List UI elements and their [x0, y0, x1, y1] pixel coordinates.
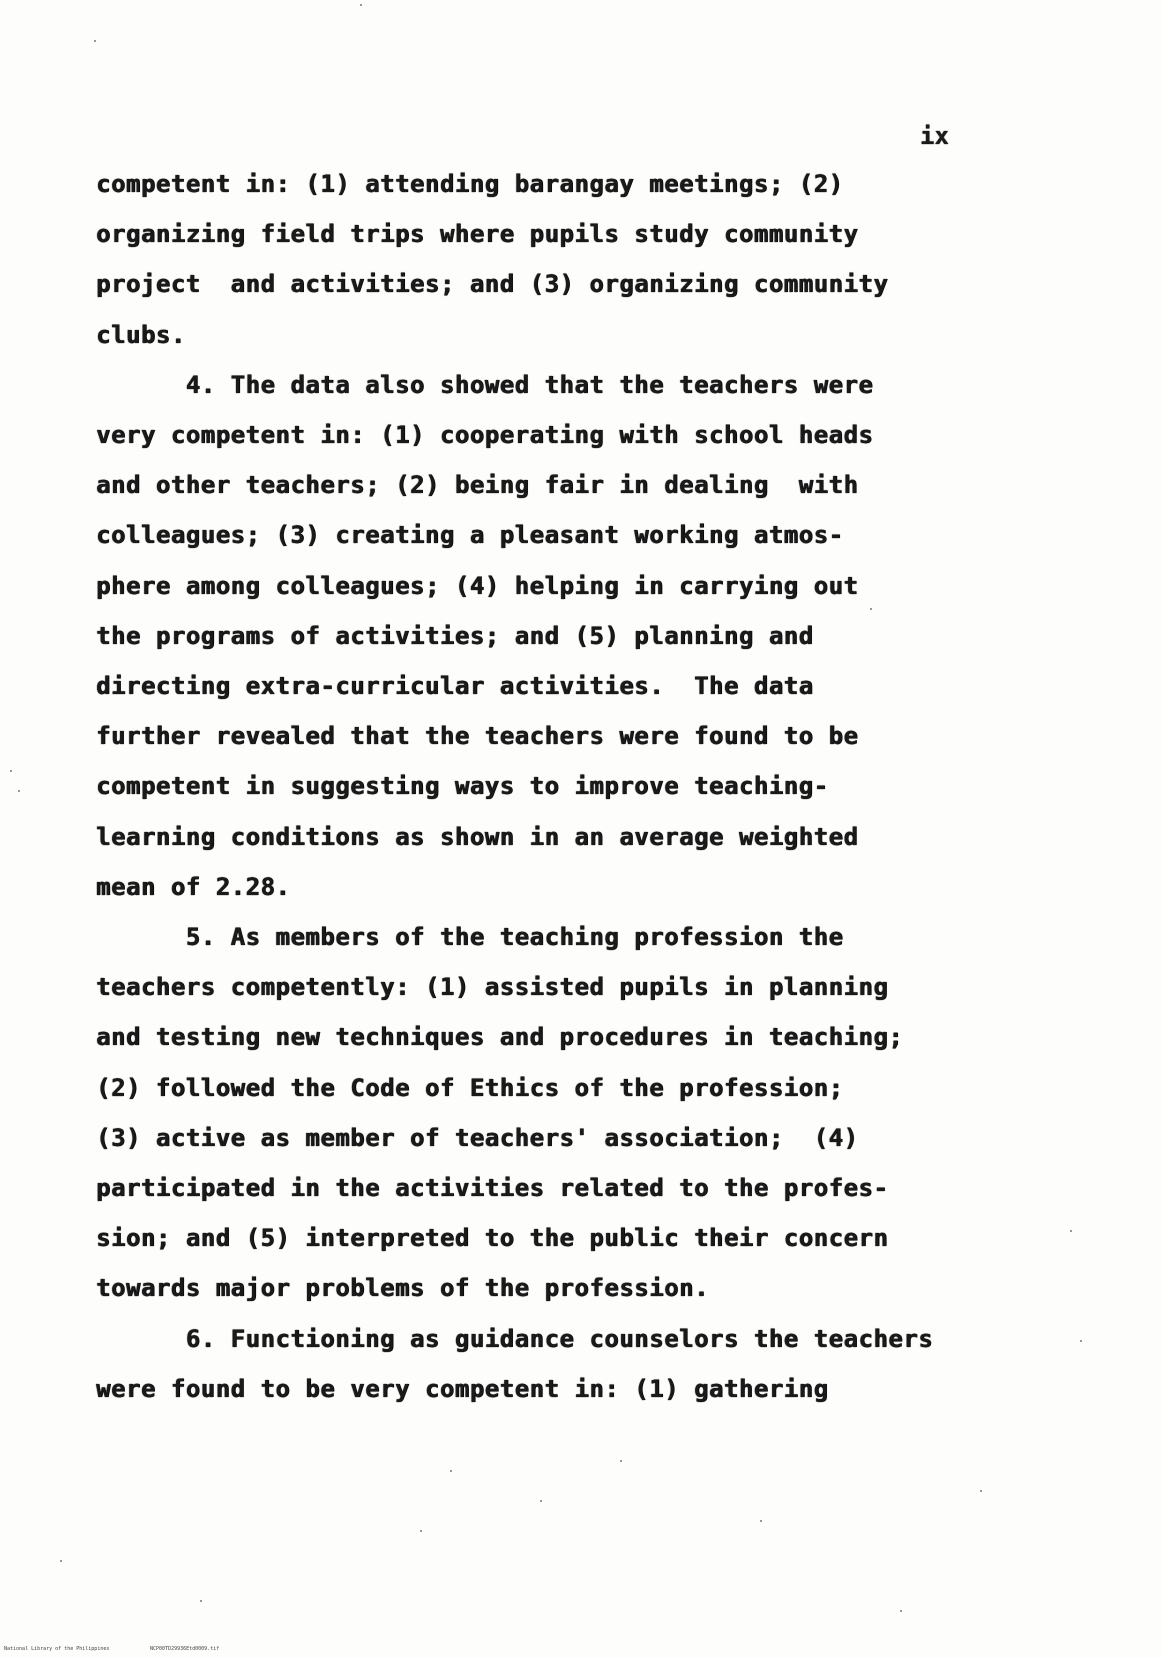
scan-speck: [540, 1500, 542, 1502]
text-line: directing extra-curricular activities. The data: [96, 672, 814, 700]
text-line: very competent in: (1) cooperating with school heads: [96, 421, 874, 449]
text-line: project and activities; and (3) organizing community: [96, 270, 889, 299]
text-line: participated in the activities related to the profes-: [96, 1174, 889, 1202]
text-line: colleagues; (3) creating a pleasant working atmos-: [96, 521, 844, 550]
scan-speck: [200, 1600, 202, 1602]
text-line: teachers competently: (1) assisted pupils in planning: [96, 973, 889, 1002]
text-line: competent in: (1) attending barangay meetings; (2): [96, 170, 844, 198]
text-line: (3) active as member of teachers' association; (4): [96, 1123, 859, 1152]
footer-library: National Library of the Philippines: [4, 1646, 110, 1652]
scan-speck: [760, 1520, 762, 1522]
text-line: 4. The data also showed that the teachers were: [96, 370, 874, 399]
text-line: sion; and (5) interpreted to the public their concern: [96, 1224, 889, 1253]
text-line: 6. Functioning as guidance counselors the teachers: [96, 1324, 934, 1353]
scan-speck: [980, 1490, 982, 1492]
text-line: and other teachers; (2) being fair in dealing with: [96, 471, 859, 500]
text-line: towards major problems of the profession.: [96, 1274, 709, 1303]
text-line: competent in suggesting ways to improve teaching-: [96, 772, 829, 801]
text-line: were found to be very competent in: (1) gathering: [96, 1374, 829, 1403]
scan-speck: [60, 1560, 62, 1562]
text-line: clubs.: [96, 320, 186, 349]
scan-speck: [450, 1470, 452, 1472]
page-number: ix: [920, 122, 949, 150]
footer-file-id: NCP00TD29936Etd0009.tif: [150, 1646, 220, 1652]
scan-speck: [870, 608, 872, 610]
text-line: organizing field trips where pupils study community: [96, 220, 859, 249]
scan-speck: [18, 790, 20, 792]
scan-speck: [420, 1530, 422, 1532]
text-line: phere among colleagues; (4) helping in carrying out: [96, 571, 859, 600]
scan-speck: [360, 4, 362, 6]
scan-speck: [900, 1610, 902, 1612]
text-line: mean of 2.28.: [96, 872, 291, 901]
text-line: and testing new techniques and procedures in teaching;: [96, 1023, 904, 1052]
scan-speck: [10, 770, 12, 772]
text-line: learning conditions as shown in an average weighted: [96, 822, 859, 851]
scan-speck: [1080, 1340, 1082, 1342]
scan-speck: [94, 40, 96, 42]
text-line: further revealed that the teachers were found to be: [96, 722, 859, 751]
text-line: (2) followed the Code of Ethics of the profession;: [96, 1073, 844, 1102]
text-line: 5. As members of the teaching profession the: [96, 923, 844, 951]
scan-speck: [1070, 1230, 1072, 1232]
text-line: the programs of activities; and (5) planning and: [96, 621, 814, 650]
scan-speck: [620, 1460, 622, 1462]
